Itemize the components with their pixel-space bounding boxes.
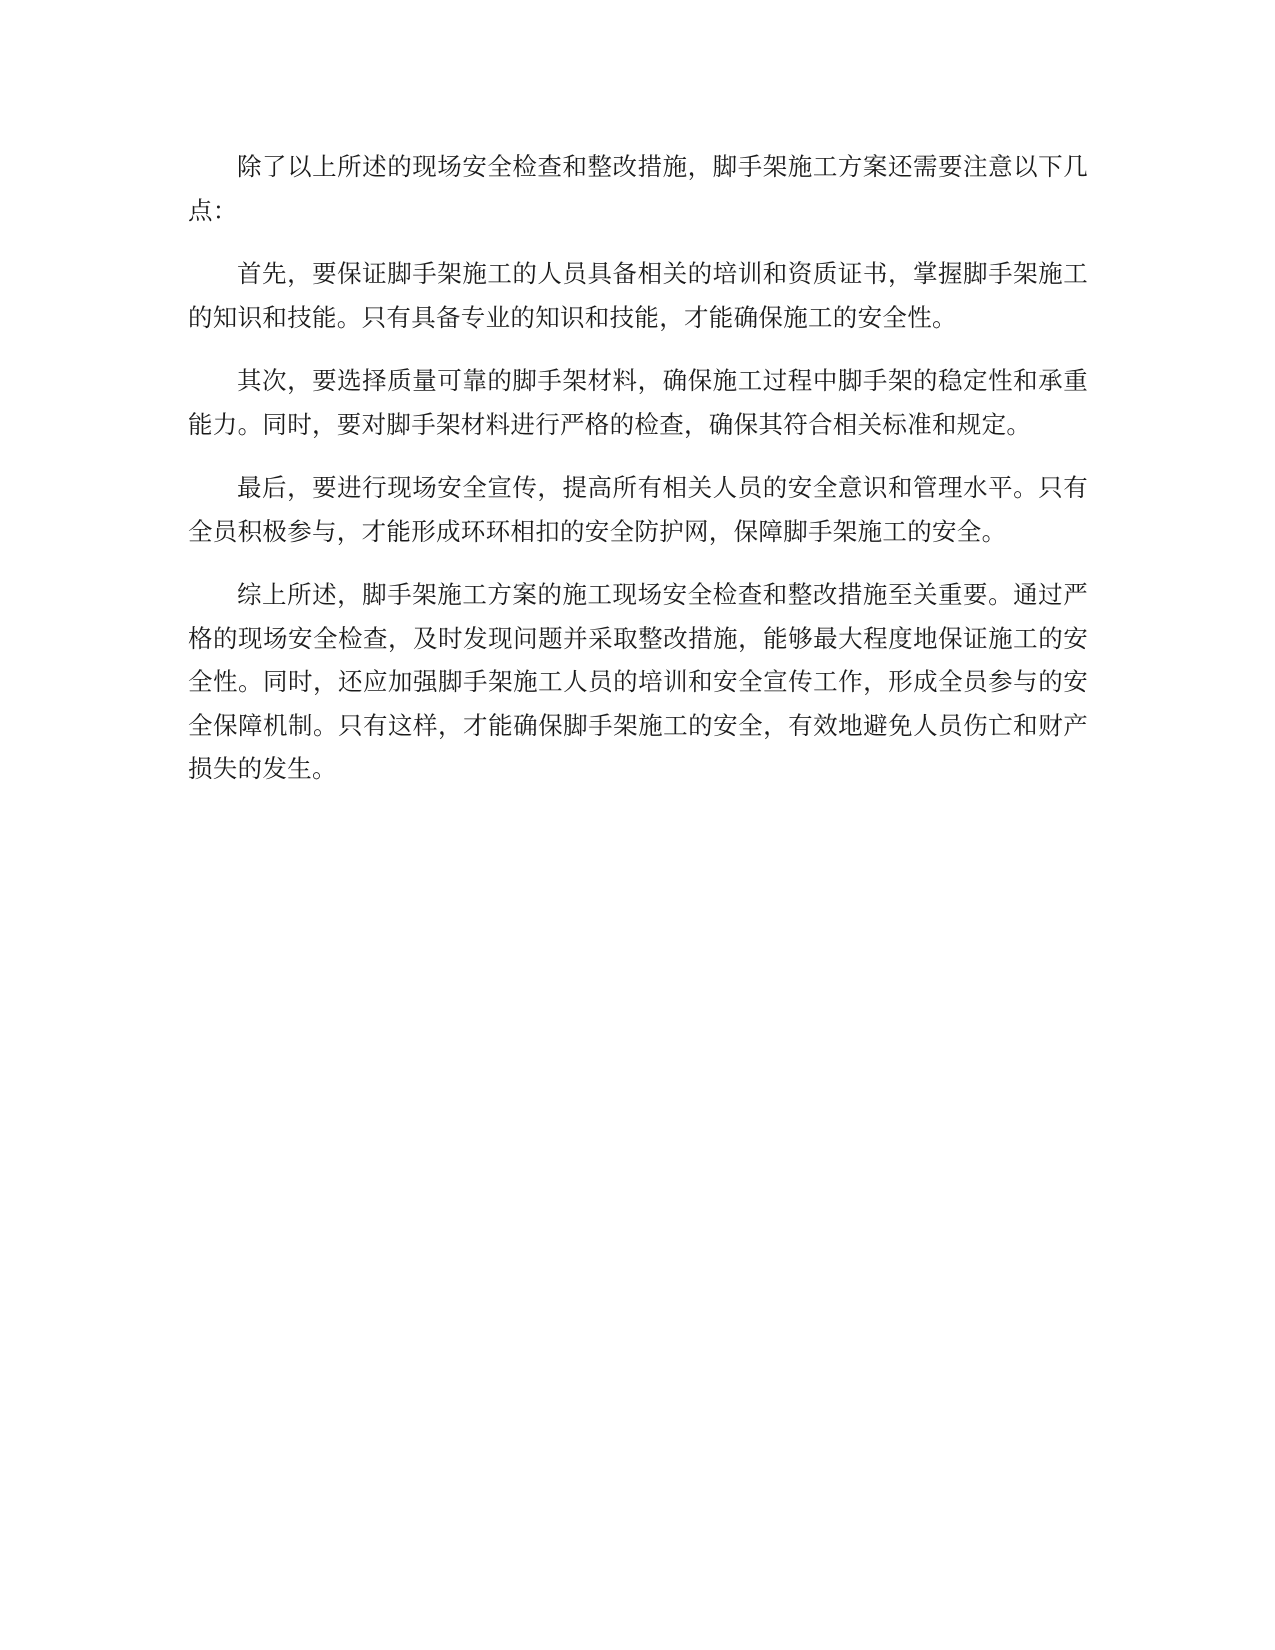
paragraph-first: 首先，要保证脚手架施工的人员具备相关的培训和资质证书，掌握脚手架施工的知识和技能。只有具备专业的知识和技能，才能确保施工的安全性。 bbox=[188, 259, 1088, 332]
document-body bbox=[188, 145, 1088, 811]
paragraph-last: 最后，要进行现场安全宣传，提高所有相关人员的安全意识和管理水平。只有全员积极参与，才能形成环环相扣的安全防护网，保障脚手架施工的安全。 bbox=[188, 473, 1088, 546]
paragraph-second: 其次，要选择质量可靠的脚手架材料，确保施工过程中脚手架的稳定性和承重能力。同时，要对脚手架材料进行严格的检查，确保其符合相关标准和规定。 bbox=[188, 366, 1088, 439]
paragraph-intro: 除了以上所述的现场安全检查和整改措施，脚手架施工方案还需要注意以下几点： bbox=[188, 152, 1088, 225]
paragraph-summary: 综上所述，脚手架施工方案的施工现场安全检查和整改措施至关重要。通过严格的现场安全检查，及时发现问题并采取整改措施，能够最大程度地保证施工的安全性。同时，还应加强脚手架施工人员的培训和安全宣传工作，形成全员参与的安全保障机制。只有这样，才能确保脚手架施工的安全，有效地避免人员伤亡和财产损失的发生。 bbox=[188, 580, 1088, 783]
